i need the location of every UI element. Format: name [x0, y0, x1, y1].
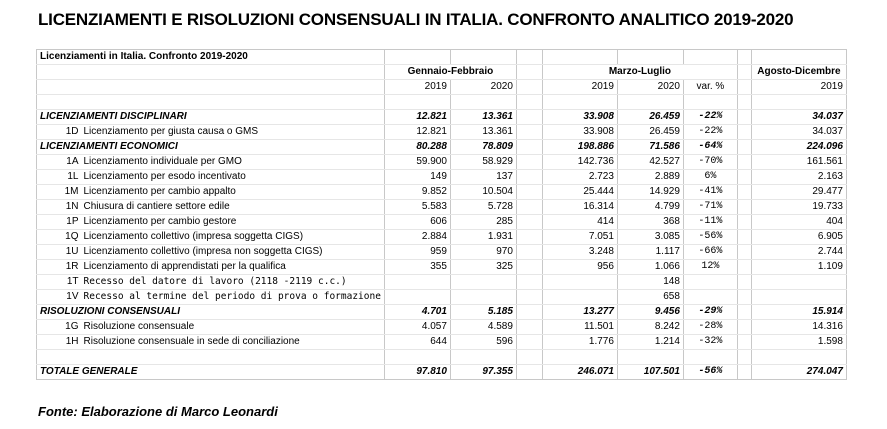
cell-ago-dic-2019: 14.316 [751, 320, 846, 335]
gap-cell [737, 125, 751, 140]
cell-ago-dic-2019: 19.733 [751, 200, 846, 215]
gap-cell [516, 245, 542, 260]
gap-cell [516, 335, 542, 350]
cell-gen-feb-2020 [450, 290, 516, 305]
cell-ago-dic-2019: 224.096 [751, 140, 846, 155]
gap-cell [737, 245, 751, 260]
cell-gen-feb-2020: 5.185 [450, 305, 516, 320]
cell-mar-lug-2020: 1.066 [617, 260, 683, 275]
cell-var-pct: -22% [683, 125, 737, 140]
gap-cell [737, 215, 751, 230]
cell-gen-feb-2020: 137 [450, 170, 516, 185]
cell-gen-feb-2020: 4.589 [450, 320, 516, 335]
caption-row [37, 50, 847, 65]
cell-ago-dic-2019: 1.109 [751, 260, 846, 275]
cell-mar-lug-2019: 956 [542, 260, 617, 275]
section-row [37, 140, 847, 155]
cell-mar-lug-2019: 7.051 [542, 230, 617, 245]
cell-gen-feb-2020: 596 [450, 335, 516, 350]
group-header: Marzo-Luglio [542, 65, 737, 80]
cell-gen-feb-2020: 13.361 [450, 125, 516, 140]
cell-gen-feb-2020: 97.355 [450, 365, 516, 380]
cell-var-pct [683, 275, 737, 290]
cell-gen-feb-2019: 12.821 [384, 125, 450, 140]
gap-cell [737, 230, 751, 245]
table-row [37, 320, 847, 335]
row-label: TOTALE GENERALE [37, 365, 385, 380]
row-label: Licenziamento di apprendistati per la qualifica [81, 260, 385, 275]
cell-ago-dic-2019: 274.047 [751, 365, 846, 380]
table-row [37, 290, 847, 305]
gap-cell [516, 110, 542, 125]
cell-ago-dic-2019: 404 [751, 215, 846, 230]
cell-mar-lug-2019: 33.908 [542, 110, 617, 125]
cell-ago-dic-2019: 6.905 [751, 230, 846, 245]
row-code: 1R [37, 260, 81, 275]
row-label: RISOLUZIONI CONSENSUALI [37, 305, 385, 320]
cell-var-pct: -66% [683, 245, 737, 260]
cell-var-pct: -70% [683, 155, 737, 170]
row-code: 1G [37, 320, 81, 335]
row-label: Recesso del datore di lavoro (2118 -2119 c.c.) [81, 275, 385, 290]
cell-ago-dic-2019: 15.914 [751, 305, 846, 320]
cell-mar-lug-2020: 2.889 [617, 170, 683, 185]
cell-var-pct: -56% [683, 365, 737, 380]
cell-var-pct: 12% [683, 260, 737, 275]
cell-mar-lug-2020: 3.085 [617, 230, 683, 245]
cell-mar-lug-2020: 14.929 [617, 185, 683, 200]
table-row [37, 125, 847, 140]
cell-mar-lug-2019: 11.501 [542, 320, 617, 335]
cell-mar-lug-2020: 1.117 [617, 245, 683, 260]
row-code: 1H [37, 335, 81, 350]
cell-gen-feb-2019: 959 [384, 245, 450, 260]
cell-var-pct: -32% [683, 335, 737, 350]
group-header-row [37, 65, 847, 80]
group-header: Agosto-Dicembre [751, 65, 846, 80]
cell-gen-feb-2019: 149 [384, 170, 450, 185]
row-code: 1A [37, 155, 81, 170]
cell-mar-lug-2020: 9.456 [617, 305, 683, 320]
cell-gen-feb-2020: 10.504 [450, 185, 516, 200]
gap-cell [737, 185, 751, 200]
table-row [37, 185, 847, 200]
cell-gen-feb-2019: 2.884 [384, 230, 450, 245]
cell-gen-feb-2019: 5.583 [384, 200, 450, 215]
cell-var-pct: -41% [683, 185, 737, 200]
cell-gen-feb-2020: 58.929 [450, 155, 516, 170]
gap-cell [737, 290, 751, 305]
cell-mar-lug-2019: 13.277 [542, 305, 617, 320]
row-label: LICENZIAMENTI DISCIPLINARI [37, 110, 385, 125]
row-code: 1N [37, 200, 81, 215]
group-header: Gennaio-Febbraio [384, 65, 516, 80]
cell-gen-feb-2019: 644 [384, 335, 450, 350]
cell-ago-dic-2019: 161.561 [751, 155, 846, 170]
cell-mar-lug-2019 [542, 290, 617, 305]
row-code: 1L [37, 170, 81, 185]
cell-mar-lug-2020: 148 [617, 275, 683, 290]
row-label: Licenziamento per cambio appalto [81, 185, 385, 200]
gap-cell [737, 275, 751, 290]
cell-var-pct: -28% [683, 320, 737, 335]
cell-var-pct: -29% [683, 305, 737, 320]
table-row [37, 230, 847, 245]
row-label: Licenziamento per giusta causa o GMS [81, 125, 385, 140]
gap-cell [516, 290, 542, 305]
spacer-row [37, 350, 847, 365]
cell-mar-lug-2020: 1.214 [617, 335, 683, 350]
cell-gen-feb-2019: 12.821 [384, 110, 450, 125]
cell-gen-feb-2020: 325 [450, 260, 516, 275]
cell-var-pct: -22% [683, 110, 737, 125]
section-row [37, 305, 847, 320]
gap-cell [516, 260, 542, 275]
cell-ago-dic-2019 [751, 290, 846, 305]
cell-gen-feb-2019: 80.288 [384, 140, 450, 155]
gap-cell [516, 320, 542, 335]
gap-cell [516, 200, 542, 215]
cell-gen-feb-2019 [384, 290, 450, 305]
cell-var-pct: 6% [683, 170, 737, 185]
table-row [37, 260, 847, 275]
table-caption: Licenziamenti in Italia. Confronto 2019-2020 [37, 50, 385, 65]
gap-cell [516, 275, 542, 290]
source-note: Fonte: Elaborazione di Marco Leonardi [38, 404, 278, 419]
year-header: 2020 [450, 80, 516, 95]
gap-cell [737, 260, 751, 275]
cell-mar-lug-2020: 4.799 [617, 200, 683, 215]
gap-cell [516, 125, 542, 140]
row-label: Risoluzione consensuale [81, 320, 385, 335]
cell-ago-dic-2019: 29.477 [751, 185, 846, 200]
gap-cell [516, 305, 542, 320]
cell-gen-feb-2020: 78.809 [450, 140, 516, 155]
table-row [37, 245, 847, 260]
cell-var-pct: -71% [683, 200, 737, 215]
row-label: Risoluzione consensuale in sede di conciliazione [81, 335, 385, 350]
cell-mar-lug-2020: 107.501 [617, 365, 683, 380]
year-header-row [37, 80, 847, 95]
cell-mar-lug-2020: 26.459 [617, 110, 683, 125]
gap-cell [737, 320, 751, 335]
cell-ago-dic-2019: 2.163 [751, 170, 846, 185]
row-code: 1Q [37, 230, 81, 245]
cell-mar-lug-2019: 1.776 [542, 335, 617, 350]
cell-gen-feb-2020: 970 [450, 245, 516, 260]
gap-cell [516, 140, 542, 155]
gap-cell [737, 365, 751, 380]
cell-gen-feb-2020: 1.931 [450, 230, 516, 245]
cell-mar-lug-2019: 33.908 [542, 125, 617, 140]
row-code: 1D [37, 125, 81, 140]
cell-mar-lug-2019: 2.723 [542, 170, 617, 185]
table-row [37, 155, 847, 170]
cell-var-pct: -56% [683, 230, 737, 245]
year-header: 2020 [617, 80, 683, 95]
cell-mar-lug-2019: 246.071 [542, 365, 617, 380]
cell-gen-feb-2020 [450, 275, 516, 290]
cell-mar-lug-2020: 26.459 [617, 125, 683, 140]
year-header: 2019 [542, 80, 617, 95]
table-row [37, 275, 847, 290]
cell-mar-lug-2020: 42.527 [617, 155, 683, 170]
gap-cell [516, 185, 542, 200]
cell-ago-dic-2019 [751, 275, 846, 290]
row-label: Recesso al termine del periodo di prova o formazione [81, 290, 385, 305]
row-code: 1P [37, 215, 81, 230]
gap-cell [516, 155, 542, 170]
row-label: Licenziamento per cambio gestore [81, 215, 385, 230]
gap-cell [737, 110, 751, 125]
cell-gen-feb-2020: 13.361 [450, 110, 516, 125]
table-row [37, 335, 847, 350]
cell-mar-lug-2020: 368 [617, 215, 683, 230]
cell-gen-feb-2019: 9.852 [384, 185, 450, 200]
page-title: LICENZIAMENTI E RISOLUZIONI CONSENSUALI IN ITALIA. CONFRONTO ANALITICO 2019-2020 [38, 10, 794, 29]
cell-gen-feb-2020: 285 [450, 215, 516, 230]
gap-cell [737, 305, 751, 320]
gap-cell [737, 200, 751, 215]
cell-var-pct [683, 290, 737, 305]
year-header: 2019 [384, 80, 450, 95]
cell-gen-feb-2019: 606 [384, 215, 450, 230]
year-header: 2019 [751, 80, 846, 95]
cell-mar-lug-2020: 8.242 [617, 320, 683, 335]
row-label: Licenziamento per esodo incentivato [81, 170, 385, 185]
cell-mar-lug-2019: 142.736 [542, 155, 617, 170]
cell-gen-feb-2019: 355 [384, 260, 450, 275]
table-row [37, 170, 847, 185]
cell-mar-lug-2019: 25.444 [542, 185, 617, 200]
cell-gen-feb-2019 [384, 275, 450, 290]
cell-ago-dic-2019: 1.598 [751, 335, 846, 350]
spacer-row [37, 95, 847, 110]
gap-cell [516, 230, 542, 245]
gap-cell [737, 155, 751, 170]
row-code: 1U [37, 245, 81, 260]
row-label: Chiusura di cantiere settore edile [81, 200, 385, 215]
row-label: Licenziamento individuale per GMO [81, 155, 385, 170]
gap-cell [516, 170, 542, 185]
table-row [37, 215, 847, 230]
cell-mar-lug-2019: 198.886 [542, 140, 617, 155]
row-code: 1T [37, 275, 81, 290]
cell-gen-feb-2019: 59.900 [384, 155, 450, 170]
table-row [37, 200, 847, 215]
cell-gen-feb-2019: 4.057 [384, 320, 450, 335]
row-code: 1M [37, 185, 81, 200]
var-header: var. % [683, 80, 737, 95]
cell-ago-dic-2019: 34.037 [751, 125, 846, 140]
row-label: Licenziamento collettivo (impresa soggetta CIGS) [81, 230, 385, 245]
gap-cell [737, 140, 751, 155]
row-label: Licenziamento collettivo (impresa non soggetta CIGS) [81, 245, 385, 260]
gap-cell [737, 335, 751, 350]
cell-gen-feb-2019: 4.701 [384, 305, 450, 320]
gap-cell [516, 365, 542, 380]
cell-ago-dic-2019: 34.037 [751, 110, 846, 125]
cell-mar-lug-2019: 16.314 [542, 200, 617, 215]
cell-mar-lug-2019: 3.248 [542, 245, 617, 260]
cell-var-pct: -64% [683, 140, 737, 155]
section-row [37, 110, 847, 125]
cell-gen-feb-2019: 97.810 [384, 365, 450, 380]
cell-mar-lug-2019 [542, 275, 617, 290]
cell-mar-lug-2019: 414 [542, 215, 617, 230]
total-row [37, 365, 847, 380]
row-label: LICENZIAMENTI ECONOMICI [37, 140, 385, 155]
cell-var-pct: -11% [683, 215, 737, 230]
gap-cell [516, 215, 542, 230]
gap-cell [737, 170, 751, 185]
row-code: 1V [37, 290, 81, 305]
cell-mar-lug-2020: 71.586 [617, 140, 683, 155]
cell-gen-feb-2020: 5.728 [450, 200, 516, 215]
cell-ago-dic-2019: 2.744 [751, 245, 846, 260]
data-table [36, 49, 847, 380]
cell-mar-lug-2020: 658 [617, 290, 683, 305]
